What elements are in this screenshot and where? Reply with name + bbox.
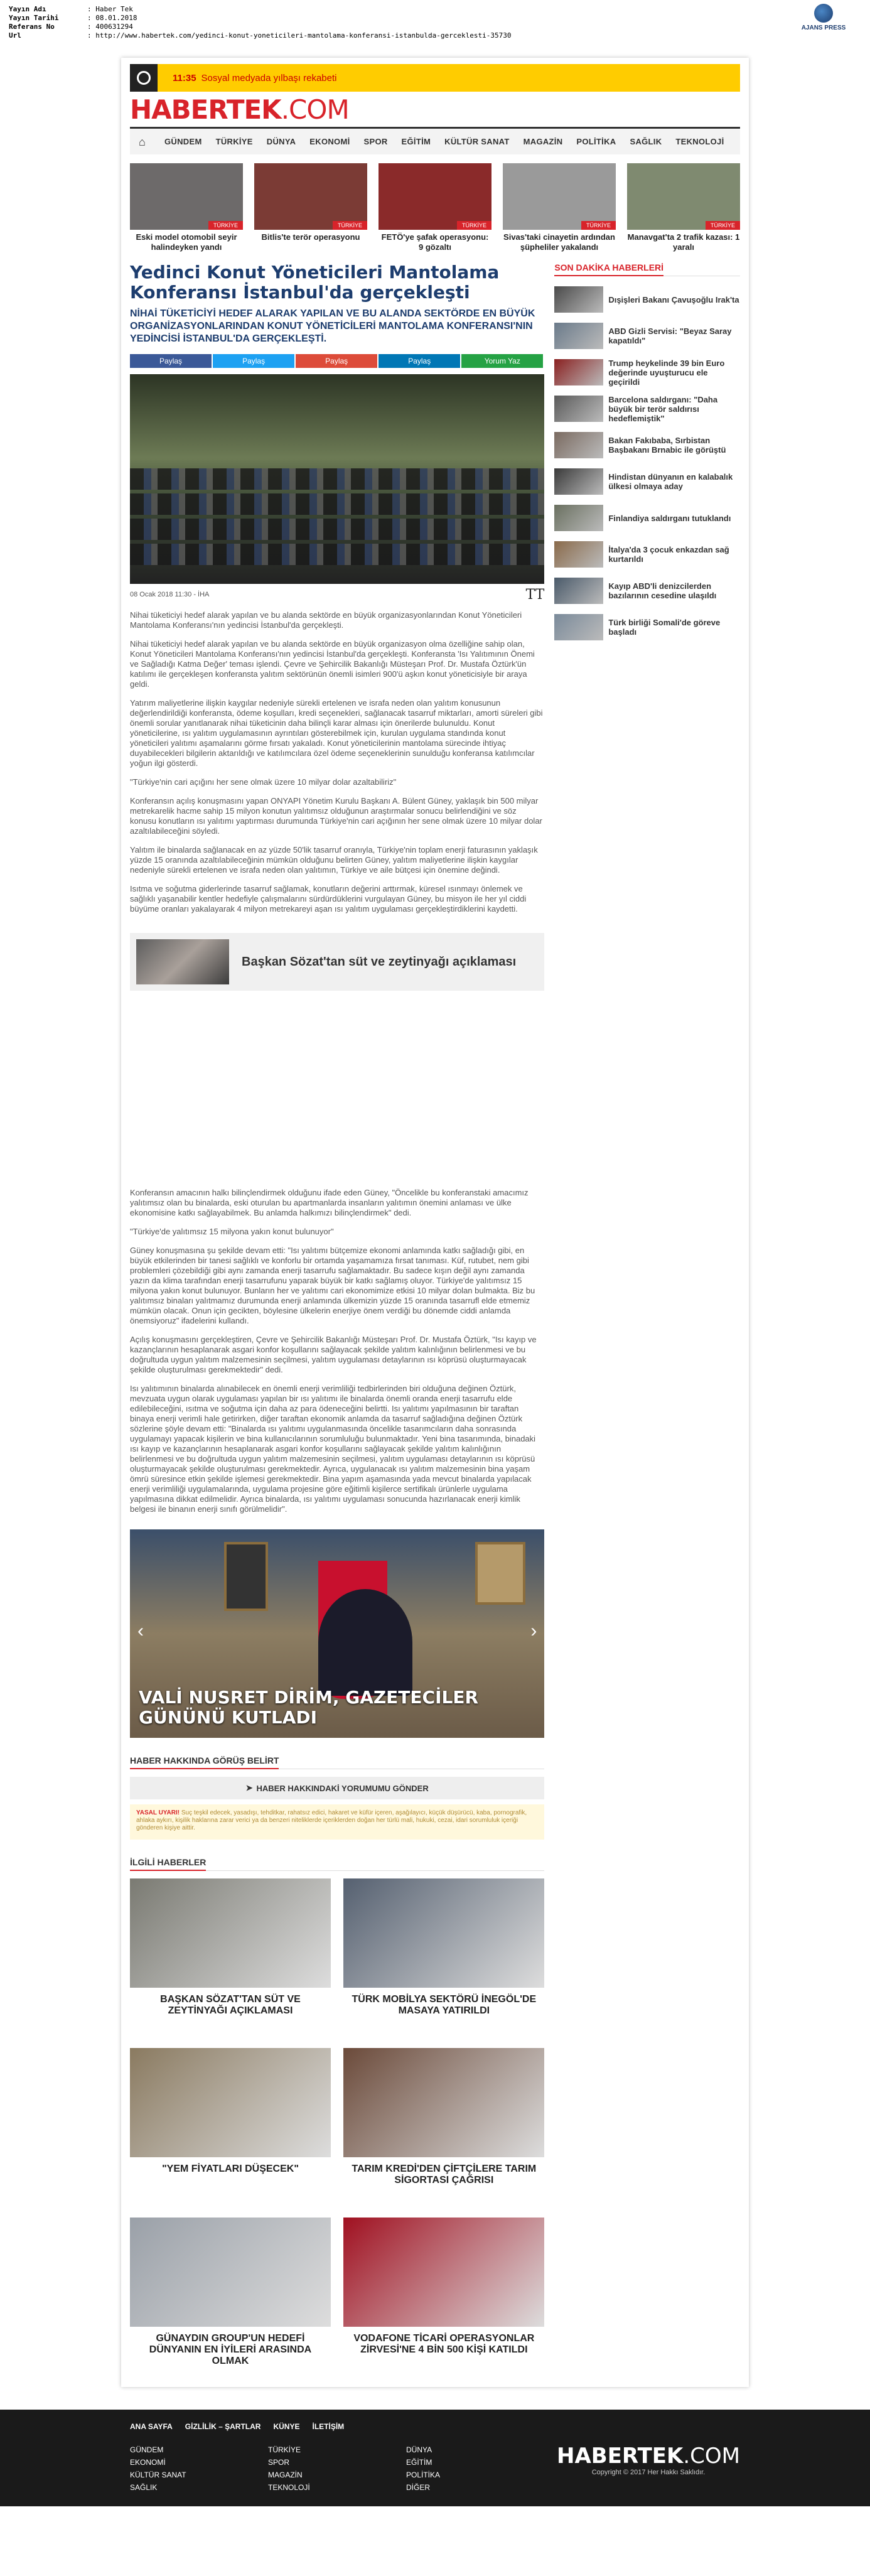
meta-value: : 400631294 (87, 23, 133, 31)
related-image (343, 2048, 544, 2157)
sidebar-news-title: Finlandiya saldırganı tutuklandı (608, 513, 731, 523)
headline-thumbs (130, 163, 740, 252)
ticker-text[interactable]: Sosyal medyada yılbaşı rekabeti (201, 72, 337, 84)
article-title: Yedinci Konut Yöneticileri Mantolama Konferansı İstanbul'da gerçekleşti (130, 262, 500, 303)
send-icon: ➤ (245, 1783, 253, 1792)
footer-link[interactable]: İLETİŞİM (312, 2422, 345, 2431)
sidebar-news-title: Bakan Fakıbaba, Sırbistan Başbakanı Brnabic ile görüştü (608, 436, 726, 455)
footer-category-link[interactable]: EKONOMİ (130, 2458, 166, 2467)
article-paragraph: Yatırım maliyetlerine ilişkin kaygılar nedeniyle sürekli ertelenen ve israfa neden olan yalıtım konusunun değerlendirildiği konferansta, ödeme koşulları, kredi seçenekleri, sağlanacak tasarruf miktarları, amorti süreleri gibi önemli sorular yanıtlanarak nihai tüketicinin daha bilinçli karar alması için önerilerde bulunuldu. Konut yöneticilerine, ısı yalıtım uygulamasının ayrıntıları gösterebilmek için, kurulan uygulama standında konut yöneticileri yalıtımı aşamalarını görme fırsatı yakaladı. Konut yöneticilerinin mantolama sürecinde ihtiyaç duyabilecekleri bilgilerin aktarıldığı ve katılımcılara özel ödeme seçeneklerinin sunulduğu konferansa katılımcılar yoğun ilgi gösterdi. (130, 698, 543, 768)
footer-category-link[interactable]: KÜLTÜR SANAT (130, 2471, 186, 2479)
headline-thumb[interactable] (379, 163, 491, 252)
category-tag: TÜRKİYE (457, 221, 491, 230)
sidebar-news-item[interactable] (554, 541, 740, 568)
footer-category-link[interactable]: GÜNDEM (130, 2445, 164, 2454)
footer-category-link[interactable]: DİĞER (406, 2483, 431, 2492)
article-paragraph: Konferansın açılış konuşmasını yapan ONYAPI Yönetim Kurulu Başkanı A. Bülent Güney, yaklaşık bin 500 milyar metrekarelik hacme sahip 15 milyon konutun yalıtımsız olduğunun araştırmalar sonucu belirlendiğini ve söz konusu konutların ısı yalıtımı yaptırması durumunda Türkiye'nin cari açığının her sene olmak üzere 10 milyar dolar azaltılabileceğini söyledi. (130, 796, 542, 836)
thumb-image (254, 163, 367, 230)
article-paragraph: Nihai tüketiciyi hedef alarak yapılan ve bu alanda sektörde en büyük organizasyonlarından Konut Yöneticileri Mantolama Konferansı'nın yedincisi İstanbul'da gerçekleşti. (130, 610, 522, 630)
thumb-caption: Sivas'taki cinayetin ardından şüpheliler yakalandı (503, 232, 615, 252)
article-lead: NİHAİ TÜKETİCİYİ HEDEF ALARAK YAPILAN VE BU ALANDA SEKTÖRDE EN BÜYÜK ORGANİZASYONLARINDAN KONUT YÖNETİCİLERİ MANTOLAMA KONFERANSI'NIN YEDİNCİSİ İSTANBUL'DA GERÇEKLEŞTİ. (130, 308, 535, 344)
article-paragraph: Yalıtım ile binalarda sağlanacak en az yüzde 50'lik tasarruf oranıyla, Türkiye'nin toplam enerji faturasının yaklaşık yüzde 15 oranında azaltılabileceğinin mümkün olduğunu belirten Güney, yalıtım maliyetlerine ilişkin kaygılar nedeniyle sürekli ertelenen ve israfa neden olan yalıtımın, Türkiye ve aile bütçesi için önemine değindi. (130, 845, 538, 875)
related-image (130, 2218, 331, 2327)
sidebar-title: SON DAKİKA HABERLERİ (554, 262, 663, 276)
share-bar (130, 354, 544, 368)
related-card-title: TÜRK MOBİLYA SEKTÖRÜ İNEGÖL'DE MASAYA YATIRILDI (352, 1994, 537, 2016)
thumb-image (130, 163, 243, 230)
nav-link[interactable]: EKONOMİ (309, 137, 350, 146)
footer-link[interactable]: KÜNYE (273, 2422, 300, 2431)
related-card-title: TARIM KREDİ'DEN ÇİFTÇİLERE TARIM SİGORTASI ÇAĞRISI (352, 2164, 537, 2185)
portrait-frame (475, 1542, 525, 1605)
meta-row (9, 23, 861, 31)
headline-thumb[interactable] (130, 163, 243, 252)
footer-link[interactable]: ANA SAYFA (130, 2422, 173, 2431)
footer (0, 2410, 870, 2506)
article-paragraph: Isıtma ve soğutma giderlerinde tasarruf sağlamak, konutların değerini arttırmak, küresel ısınmayı önlemek ve sağlıklı yaşanabilir kentler hedefiyle çalışmalarını sürdürdüklerini vurgulayan Güney, bu misyon ile her yıl ciddi büyüme oranları yakalayarak 4 milyon metrekareyi aşan ısı yalıtım uygulaması gerçekleştirdiklerini kaydetti. (130, 884, 527, 913)
article-paragraph: Açılış konuşmasını gerçekleştiren, Çevre ve Şehircilik Bakanlığı Müsteşarı Prof. Dr. Mustafa Öztürk, "Isı kayıp ve kazançlarının hesaplanarak asgari konfor koşullarını sağlayacak şekilde yalıtım kalınlığının belirlenmesi ve bu doğrultuda uygun yalıtım malzemesinin seçilmesi, yalıtım uygulaması detaylarının ısı köprüsü oluşturmayacak şekilde oluşturulması gerekmektedir" dedi. (130, 1335, 537, 1374)
sidebar-news-title: Dışişleri Bakanı Çavuşoğlu Irak'ta (608, 294, 739, 304)
text-size-icon[interactable]: TT (525, 586, 545, 603)
footer-link[interactable]: GİZLİLİK – ŞARTLAR (185, 2422, 261, 2431)
thumb-caption: Eski model otomobil seyir halindeyken yandı (136, 232, 237, 252)
sidebar-news-title: Türk birliği Somali'de göreve başladı (608, 618, 721, 637)
share-button[interactable]: Yorum Yaz (461, 354, 543, 368)
site-logo[interactable]: HABERTEK.COM (130, 94, 349, 125)
meta-row (9, 31, 861, 40)
meta-value: : http://www.habertek.com/yedinci-konut-yoneticileri-mantolama-konferansi-istanbulda-gerceklesti-35730 (87, 31, 512, 40)
footer-category-link[interactable]: DÜNYA (406, 2445, 432, 2454)
meta-row (9, 14, 861, 23)
meta-row (9, 5, 861, 14)
thumb-caption: FETÖ'ye şafak operasyonu: 9 gözaltı (381, 232, 489, 252)
sidebar-news-title: Trump heykelinde 39 bin Euro değerinde uyuşturucu ele geçirildi (608, 358, 725, 387)
related-card-title: VODAFONE TİCARİ OPERASYONLAR ZİRVESİ'NE 4 BİN 500 KİŞİ KATILDI (353, 2333, 535, 2355)
sidebar-news-title: İtalya'da 3 çocuk enkazdan sağ kurtarıldı (608, 545, 729, 564)
footer-column (406, 2444, 544, 2494)
related-image (130, 2048, 331, 2157)
sidebar-news-item[interactable] (554, 468, 740, 495)
sidebar-news-item[interactable] (554, 359, 740, 385)
person-image (318, 1589, 412, 1696)
share-button[interactable]: Paylaş (379, 354, 460, 368)
nav-link[interactable]: EĞİTİM (401, 137, 431, 146)
footer-logo[interactable]: HABERTEK.COM Copyright © 2017 Her Hakkı Saklıdır. (557, 2444, 740, 2476)
thumb-image (627, 163, 740, 230)
ticker-time: 11:35 (173, 72, 196, 84)
slider-caption: VALİ NUSRET DİRİM, GAZETECİLER GÜNÜNÜ KUTLADI (139, 1687, 479, 1728)
article-body-continued (130, 1188, 544, 1514)
copyright: Copyright © 2017 Her Hakkı Saklıdır. (591, 2469, 706, 2476)
related-image (343, 1878, 544, 1988)
photo-slider[interactable] (130, 1529, 544, 1738)
portrait-frame (224, 1542, 268, 1611)
meta-label: Yayın Tarihi (9, 14, 59, 22)
main-nav (130, 127, 740, 154)
thumb-image (503, 163, 616, 230)
meta-label: Url (9, 31, 21, 40)
category-tag: TÜRKİYE (581, 221, 616, 230)
sidebar-thumb (554, 541, 603, 568)
slider-next-icon[interactable]: › (530, 1620, 537, 1641)
meta-value: : Haber Tek (87, 5, 133, 13)
related-card[interactable] (343, 2218, 544, 2381)
empty-space (130, 991, 544, 1179)
related-card[interactable] (343, 1878, 544, 2042)
footer-category-link[interactable]: POLİTİKA (406, 2471, 441, 2479)
footer-category-link[interactable]: TEKNOLOJİ (268, 2483, 310, 2492)
legal-notice: YASAL UYARI! Suç teşkil edecek, yasadışı, tehditkar, rahatsız edici, hakaret ve küfür içeren, aşağılayıcı, küçük düşürücü, kaba, pornografik, ahlaka aykırı, kişilik haklarına zarar verici ya da benzeri niteliklerde içeriklerden doğan her türlü mali, hukuki, cezai, idari sorumluluk içeriği gönderen kişiye aittir. (130, 1804, 544, 1840)
sidebar-thumb (554, 286, 603, 313)
sidebar-news-item[interactable] (554, 505, 740, 531)
category-tag: TÜRKİYE (208, 221, 243, 230)
nav-link[interactable]: SAĞLIK (630, 137, 662, 146)
sidebar-news-title: Hindistan dünyanın en kalabalık ülkesi olmaya aday (608, 472, 733, 491)
meta-value: : 08.01.2018 (87, 14, 137, 22)
nav-link[interactable]: SPOR (363, 137, 388, 146)
clock-icon (130, 64, 158, 92)
sidebar-thumb (554, 578, 603, 604)
related-card-title: BAŞKAN SÖZAT'TAN SÜT VE ZEYTİNYAĞI AÇIKLAMASI (160, 1994, 301, 2016)
globe-icon (814, 4, 833, 23)
article-photo (130, 374, 544, 584)
article-paragraph: "Türkiye'nin cari açığını her sene olmak üzere 10 milyar dolar azaltabiliriz" (130, 777, 397, 787)
thumb-image (379, 163, 491, 230)
article-paragraph: "Türkiye'de yalıtımsız 15 milyona yakın konut bulunuyor" (130, 1227, 334, 1236)
footer-column (268, 2444, 406, 2494)
home-icon[interactable]: ⌂ (139, 135, 146, 148)
share-button[interactable]: Paylaş (213, 354, 294, 368)
related-card[interactable] (343, 2048, 544, 2211)
related-card-title: GÜNAYDIN GROUP'UN HEDEFİ DÜNYANIN EN İYİLERİ ARASINDA OLMAK (149, 2333, 312, 2366)
sidebar-thumb (554, 505, 603, 531)
sidebar-news-item[interactable] (554, 578, 740, 604)
sidebar-news-title: Barcelona saldırganı: "Daha büyük bir terör saldırısı hedeflemiştik" (608, 394, 718, 423)
related-title: İLGİLİ HABERLER (130, 1857, 206, 1871)
sidebar-thumb (554, 614, 603, 640)
sidebar-news-item[interactable] (554, 396, 740, 422)
related-card-title: "YEM FİYATLARI DÜŞECEK" (162, 2164, 299, 2174)
related-image (343, 2218, 544, 2327)
article-paragraph: Nihai tüketiciyi hedef alarak yapılan ve bu alanda sektörde en büyük organizasyon olma özelliğine sahip olan, Konut Yöneticileri Mantolama Konferansı'nın yedincisi İstanbul'da gerçekleşti. Konferansta 'Isı Yalıtımının Önemi ve Sağladığı Katma Değer' teması işlendi. Çevre ve Şehircilik Bakanlığı Müsteşarı Prof. Dr. Mustafa Öztürk'ün katılımı ile gerçekleşen konferansta yalıtım sektörünün önemli isimleri 900'ü aşkın konut yöneticisiyle bir araya geldi. (130, 639, 535, 689)
comments-title: HABER HAKKINDA GÖRÜŞ BELİRT (130, 1755, 279, 1769)
related-news-grid (130, 1878, 544, 2387)
sidebar (554, 262, 740, 2387)
footer-category-link[interactable]: SAĞLIK (130, 2483, 158, 2492)
meta-label: Yayın Adı (9, 5, 46, 13)
inline-related-news[interactable] (130, 933, 544, 991)
nav-link[interactable]: POLİTİKA (576, 137, 616, 146)
related-image (130, 1878, 331, 1988)
sidebar-thumb (554, 359, 603, 385)
sidebar-news-item[interactable] (554, 286, 740, 313)
nav-link[interactable]: GÜNDEM (164, 137, 202, 146)
headline-thumb[interactable] (627, 163, 740, 252)
related-card[interactable] (130, 2048, 331, 2211)
footer-category-link[interactable]: TÜRKİYE (268, 2445, 301, 2454)
nav-link[interactable]: MAGAZİN (523, 137, 563, 146)
sidebar-news-title: ABD Gizli Servisi: "Beyaz Saray kapatıldı" (608, 326, 732, 345)
headline-thumb[interactable] (254, 163, 367, 246)
article-paragraph: Isı yalıtımının binalarda alınabilecek en önemli enerji verimliliği tedbirlerinden biri olduğuna değinen Öztürk, mevzuata uygun olarak uygulaması yapılan bir ısı yalıtımı ile binalarda önemli oranda enerji tasarrufu elde edilebileceğini, ısıtma ve soğutma için daha az para ödeneceğini belirtti. Isı yalıtımı yapılmasının bir taraftan binaya enerji verimli hale getirirken, diğer taraftan ekonomik anlamda da tasarruf sağladığına değinen Öztürk sözlerine şöyle devam etti: "Binalarda ısı yalıtımı uygulanmasında öncelikle tasarımcıların daha sonrasında uygulamayı yapacak kişilerin ve bina kullanıcılarının sorumluluğu bulunmaktadır. Yeni bina tasarımında, binadaki ısı kayıp ve kazançlarının hesaplanarak asgari konfor koşullarını sağlayacak şekilde yalıtım kalınlığının belirlenmesi ve bu doğrultuda uygun yalıtım malzemesinin seçilmesi, yalıtım uygulaması detaylarının ısı köprüsü oluşturmayacak şekilde oluşturulması gerekmektedir. Ayrıca, uygulanacak ısı yalıtım malzemesinin bina yaşam ömrü süresince etkin şekilde işlemesi gerekmektedir. Bina yapım aşamasında yada mevcut binalarda yapılacak enerji verimliliği uygulamalarında, uygulama projesine göre eğitimli kişilerce sertifikalı ürünlerle uygulama yapılmasına dikkat edilmelidir. Ayrıca binalarda, ısı yalıtımı uygulaması sonucunda hazırlanacak enerji kimlik belgesi ile binanın enerji sınıfı görülmelidir". (130, 1384, 536, 1514)
footer-column (130, 2444, 268, 2494)
share-button[interactable]: Paylaş (130, 354, 212, 368)
article-paragraph: Güney konuşmasına şu şekilde devam etti: "Isı yalıtımı bütçemize ekonomi anlamında katkı sağladığı gibi, en büyük etkilerinden bir tanesi sağlıklı ve konforlu bir ortamda yaşamamıza fırsat tanıması. Küf, rutubet, nem gibi problemleri çözebildiği gibi aynı zamanda enerji tasarrufu sağlamaktadır. Bu sadece kışın değil aynı zamanda yazın da klima tarafından enerji tasarrufunu yaparak büyük bir katkı sağlamış oluyor. Türkiye'de yalıtımsız 15 milyona yakın konut bulunuyor. Bunların her ve yalıtımı cari ekonomimize etkisi 10 milyar dolan bulmakta. Biz bu yalıtımsız binaları yalıtmamız durumunda enerji anlamında ülkemizin yüzde 15 oranında tasarrufl elde etmemiz mümkün olacak. Onun için gecikten, böylesine ülkelerin enerjiye önem verdiği bu dönemde ciddi anlamda önemsiyoruz" ifadelerini kullandı. (130, 1246, 535, 1325)
agency-logo (786, 4, 861, 31)
headline-thumb[interactable] (503, 163, 616, 252)
sidebar-thumb (554, 468, 603, 495)
agency-name: AJANS PRESS (801, 24, 846, 31)
nav-link[interactable]: KÜLTÜR SANAT (444, 137, 510, 146)
nav-link[interactable]: DÜNYA (266, 137, 296, 146)
article-column (130, 262, 544, 2387)
related-card[interactable] (130, 2218, 331, 2381)
footer-category-link[interactable]: MAGAZİN (268, 2471, 303, 2479)
meta-label: Referans No (9, 23, 55, 31)
category-tag: TÜRKİYE (706, 221, 740, 230)
related-thumb (136, 939, 229, 984)
sidebar-news-item[interactable] (554, 323, 740, 349)
sidebar-thumb (554, 323, 603, 349)
thumb-caption: Manavgat'ta 2 trafik kazası: 1 yaralı (627, 232, 740, 252)
footer-category-link[interactable]: EĞİTİM (406, 2458, 432, 2467)
sidebar-thumb (554, 396, 603, 422)
article-date: 08 Ocak 2018 11:30 - İHA (130, 591, 210, 598)
slider-prev-icon[interactable]: ‹ (137, 1620, 144, 1641)
sidebar-news-item[interactable] (554, 432, 740, 458)
footer-category-link[interactable]: SPOR (268, 2458, 290, 2467)
sidebar-news-item[interactable] (554, 614, 740, 640)
nav-link[interactable]: TÜRKİYE (215, 137, 253, 146)
breaking-ticker[interactable] (130, 64, 740, 92)
share-button[interactable]: Paylaş (296, 354, 377, 368)
related-card[interactable] (130, 1878, 331, 2042)
send-comment-button[interactable]: ➤ HABER HAKKINDAKİ YORUMUMU GÖNDER (130, 1777, 544, 1799)
thumb-caption: Bitlis'te terör operasyonu (261, 232, 360, 242)
article-paragraph: Konferansın amacının halkı bilinçlendirmek olduğunu ifade eden Güney, "Öncelikle bu konferanstaki amacımız yalıtımsız olan bu binalarda, eski oturulan bu apartmanlarda insanların yalıtımın önemini anlaması ve ülke ekonomisine katkı sağlayabilmek. Bu anlamda halkımızı bilinçlendirmek" dedi. (130, 1188, 529, 1217)
article-body (130, 610, 544, 914)
sidebar-thumb (554, 432, 603, 458)
nav-link[interactable]: TEKNOLOJİ (675, 137, 724, 146)
inline-related-title: Başkan Sözat'tan süt ve zeytinyağı açıklaması (242, 954, 517, 969)
news-page (121, 58, 749, 2387)
clipping-header (0, 0, 870, 58)
category-tag: TÜRKİYE (333, 221, 367, 230)
sidebar-news-title: Kayıp ABD'li denizcilerden bazılarının cesedine ulaşıldı (608, 581, 717, 600)
